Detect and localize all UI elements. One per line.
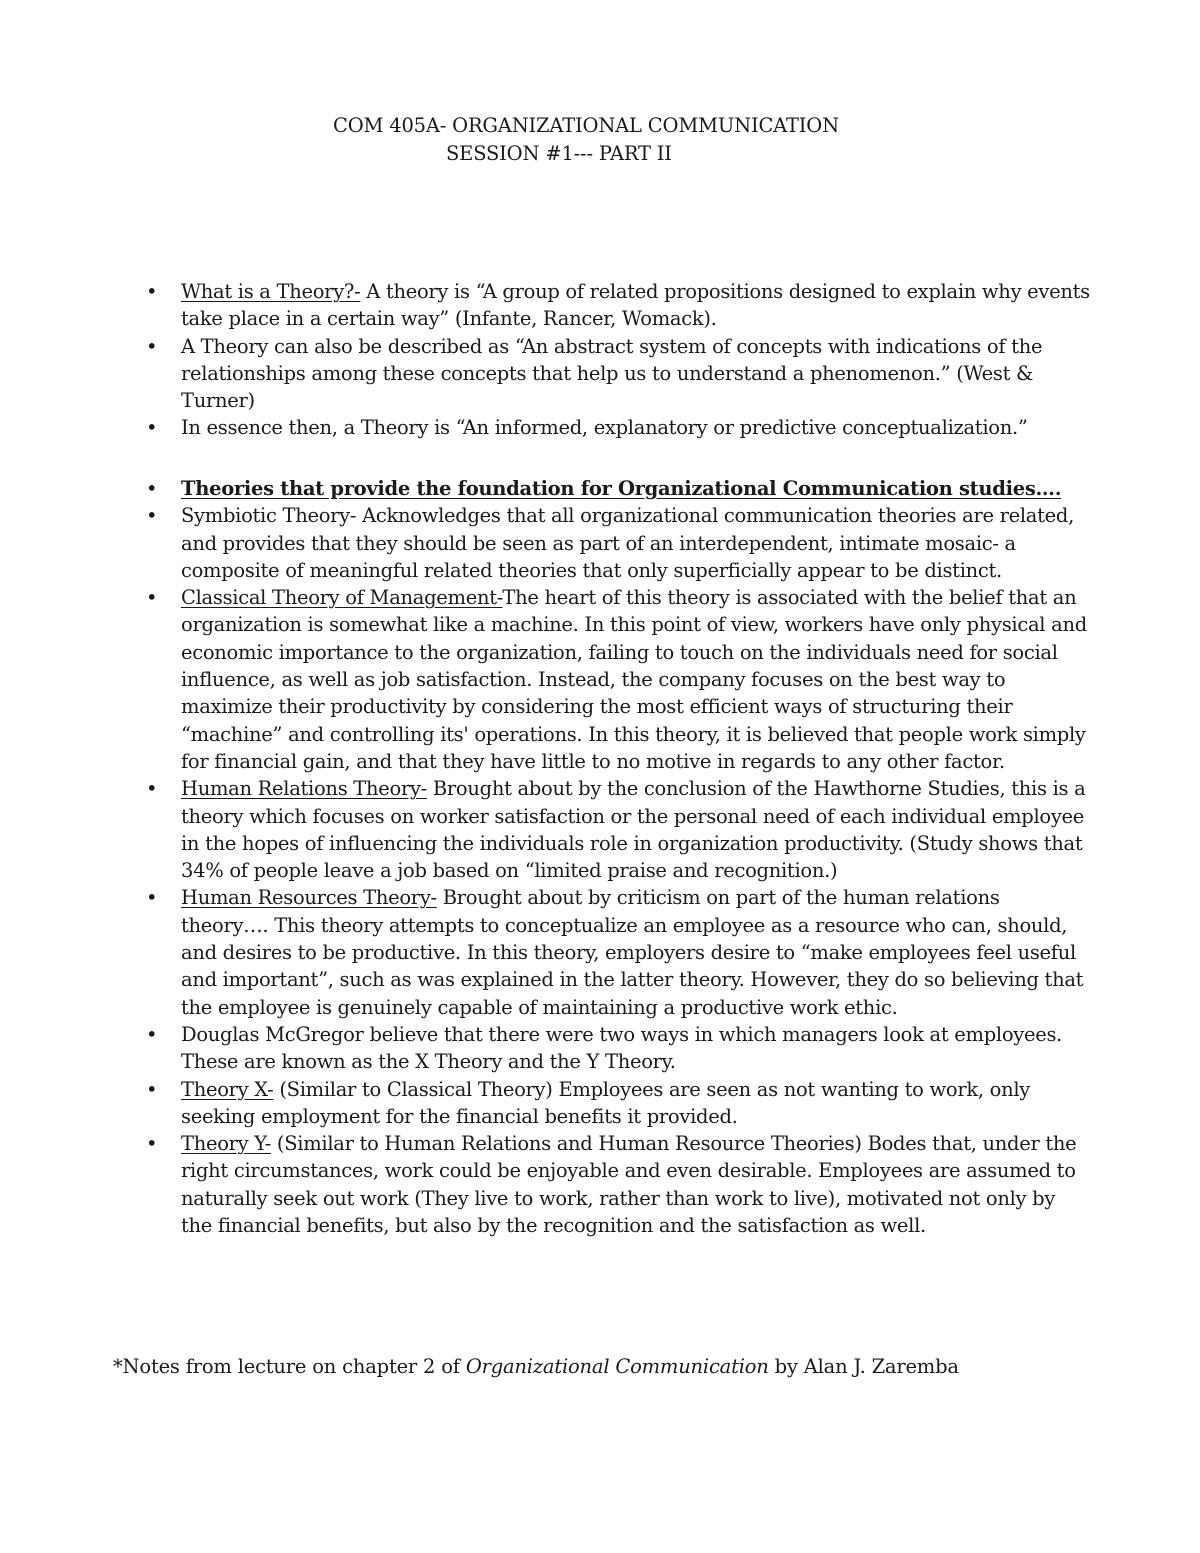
list-item-theory-y <box>0 1130 1091 1239</box>
item-text: Brought about by criticism on part of the human relations theory…. This theory attempts to conceptualize an employee as a resource who can, should, and desires to be productive. In this theory, employers desire to “make employees feel useful and important”, such as was explained in the latter theory. However, they do so believing that the employee is genuinely capable of maintaining a productive work ethic. <box>181 886 1084 1019</box>
item-label: Theory X- <box>181 1077 274 1101</box>
list-item-abstract-system <box>0 333 1091 415</box>
item-label: What is a Theory?- <box>181 280 361 303</box>
item-text: (Similar to Human Relations and Human Resource Theories) Bodes that, under the right circumstances, work could be enjoyable and even desirable. Employees are assumed to naturally seek out work (They live to work, rather than work to live), motivated not only by the financial benefits, but also by the recognition and the satisfaction as well. <box>181 1132 1077 1238</box>
footnote-suffix: by Alan J. Zaremba <box>768 1355 959 1378</box>
item-text: (Similar to Classical Theory) Employees are seen as not wanting to work, only seeking employment for the financial benefits it provided. <box>181 1077 1031 1128</box>
document-title: COM 405A- ORGANIZATIONAL COMMUNICATION <box>333 114 839 137</box>
bullet-icon: • <box>146 1132 158 1156</box>
bullet-icon: • <box>146 586 158 610</box>
section-heading <box>0 475 1091 502</box>
item-text: The heart of this theory is associated with the belief that an organization is somewhat like a machine. In this point of view, workers have only physical and economic importance to the organization, failing to touch on the individuals need for social influence, as well as job satisfaction. Instead, the company focuses on the best way to maximize their productivity by considering the most efficient ways of structuring their “machine” and controlling its' operations. In this theory, it is believed that people work simply for financial gain, and that they have little to no motive in regards to any other factor. <box>181 586 1087 773</box>
bullet-icon: • <box>146 280 158 303</box>
foundation-theories-list <box>0 475 1200 1239</box>
item-text: A Theory can also be described as “An abstract system of concepts with indications of the relationships among these concepts that help us to understand a phenomenon.” (West & Turner) <box>181 334 1043 413</box>
list-item-symbiotic-theory <box>0 502 1091 584</box>
item-text: Symbiotic Theory- Acknowledges that all organizational communication theories are related, and provides that they should be seen as part of an interdependent, intimate mosaic- a composite of meaningful related theories that only superficially appear to be distinct. <box>181 504 1074 582</box>
list-item-classical-theory <box>0 584 1091 775</box>
bullet-icon: • <box>146 334 158 358</box>
item-text: In essence then, a Theory is “An informed, explanatory or predictive conceptualization.” <box>181 416 1028 440</box>
list-item-human-resources <box>0 884 1091 1020</box>
bullet-icon: • <box>146 504 158 528</box>
bullet-icon: • <box>146 1077 158 1101</box>
footnote-book-title: Organizational Communication <box>465 1355 769 1378</box>
bullet-icon: • <box>146 886 158 910</box>
item-text: Brought about by the conclusion of the Hawthorne Studies, this is a theory which focuses on worker satisfaction or the personal need of each individual employee in the hopes of influencing the individuals role in organization productivity. (Study shows that 34% of people leave a job based on “limited praise and recognition.) <box>181 777 1086 883</box>
bullet-icon: • <box>146 1022 158 1046</box>
section-heading-text: Theories that provide the foundation for Organizational Communication studies…. <box>181 477 1062 500</box>
document-subtitle: SESSION #1--- PART II <box>446 142 672 165</box>
theory-definition-list <box>0 278 1200 442</box>
bullet-icon: • <box>146 477 158 500</box>
footnote-prefix: *Notes from lecture on chapter 2 of <box>113 1355 466 1378</box>
item-label: Human Relations Theory- <box>181 777 427 801</box>
item-label: Human Resources Theory- <box>181 886 437 910</box>
item-text: A theory is “A group of related propositions designed to explain why events take place in a certain way” (Infante, Rancer, Womack). <box>181 280 1090 331</box>
list-item-theory-x <box>0 1076 1091 1131</box>
list-item-human-relations <box>0 775 1091 884</box>
list-item-what-is-theory <box>0 278 1091 333</box>
footnote <box>113 1355 959 1378</box>
list-item-mcgregor <box>0 1021 1091 1076</box>
list-item-in-essence <box>0 414 1091 441</box>
item-label: Theory Y- <box>181 1132 272 1156</box>
item-label: Classical Theory of Management- <box>181 586 503 610</box>
bullet-icon: • <box>146 777 158 801</box>
item-text: Douglas McGregor believe that there were two ways in which managers look at employees. These are known as the X Theory and the Y Theory. <box>181 1022 1063 1074</box>
bullet-icon: • <box>146 416 158 440</box>
